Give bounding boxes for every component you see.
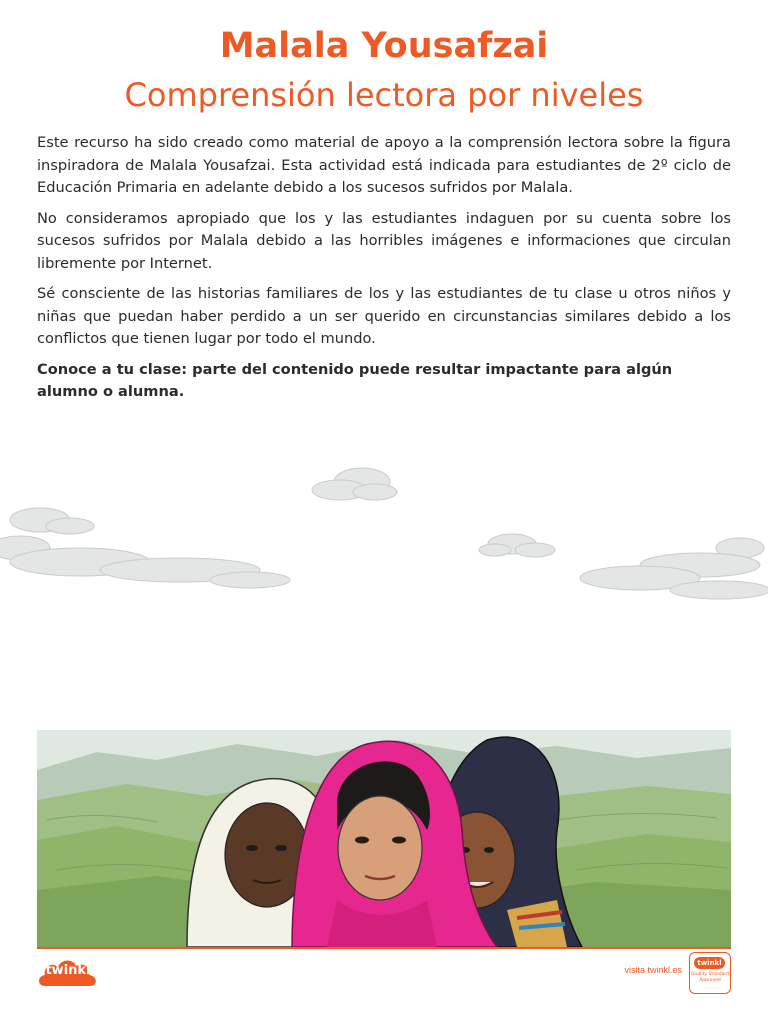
badge-wordmark: twinkl (694, 957, 725, 969)
cloud-4 (580, 538, 768, 599)
cloud-1 (312, 468, 397, 500)
paragraph-3: Sé consciente de las historias familiares de los y las estudiantes de tu clase u otros niños y niñas que puedan haber perdido a un ser querido en circunstancias similares debido a los conflictos que tienen lugar por todo el mundo. (37, 285, 731, 347)
footer-divider (37, 947, 731, 949)
girls-landscape-illustration (37, 730, 731, 947)
cloud-2 (0, 508, 290, 588)
visit-link[interactable]: visita twinkl.es (624, 965, 682, 975)
intro-text (37, 132, 731, 412)
page-title: Malala Yousafzai (219, 26, 549, 66)
clouds-illustration (0, 440, 768, 630)
warning-note: Conoce a tu clase: parte del contenido puede resultar impactante para algún alumno o alumna. (37, 360, 673, 400)
cloud-3 (479, 534, 555, 557)
paragraph-2: No consideramos apropiado que los y las estudiantes indaguen por su cuenta sobre los sucesos sufridos por Malala debido a las horribles imágenes e informaciones que circulan libremente por Internet. (37, 209, 731, 272)
paragraph-1: Este recurso ha sido creado como material de apoyo a la comprensión lectora sobre la figura inspiradora de Malala Yousafzai. Esta actividad está indicada para estudiantes de 2º ciclo de Educación Primaria en adelante debido a los sucesos sufridos por Malala. (37, 134, 731, 196)
quality-badge (689, 952, 731, 994)
twinkl-logo[interactable] (37, 956, 99, 992)
page-subtitle: Comprensión lectora por niveles (124, 76, 644, 114)
logo-wordmark: twinkl (45, 963, 91, 978)
badge-caption: Quality Standard Approved (691, 972, 729, 983)
